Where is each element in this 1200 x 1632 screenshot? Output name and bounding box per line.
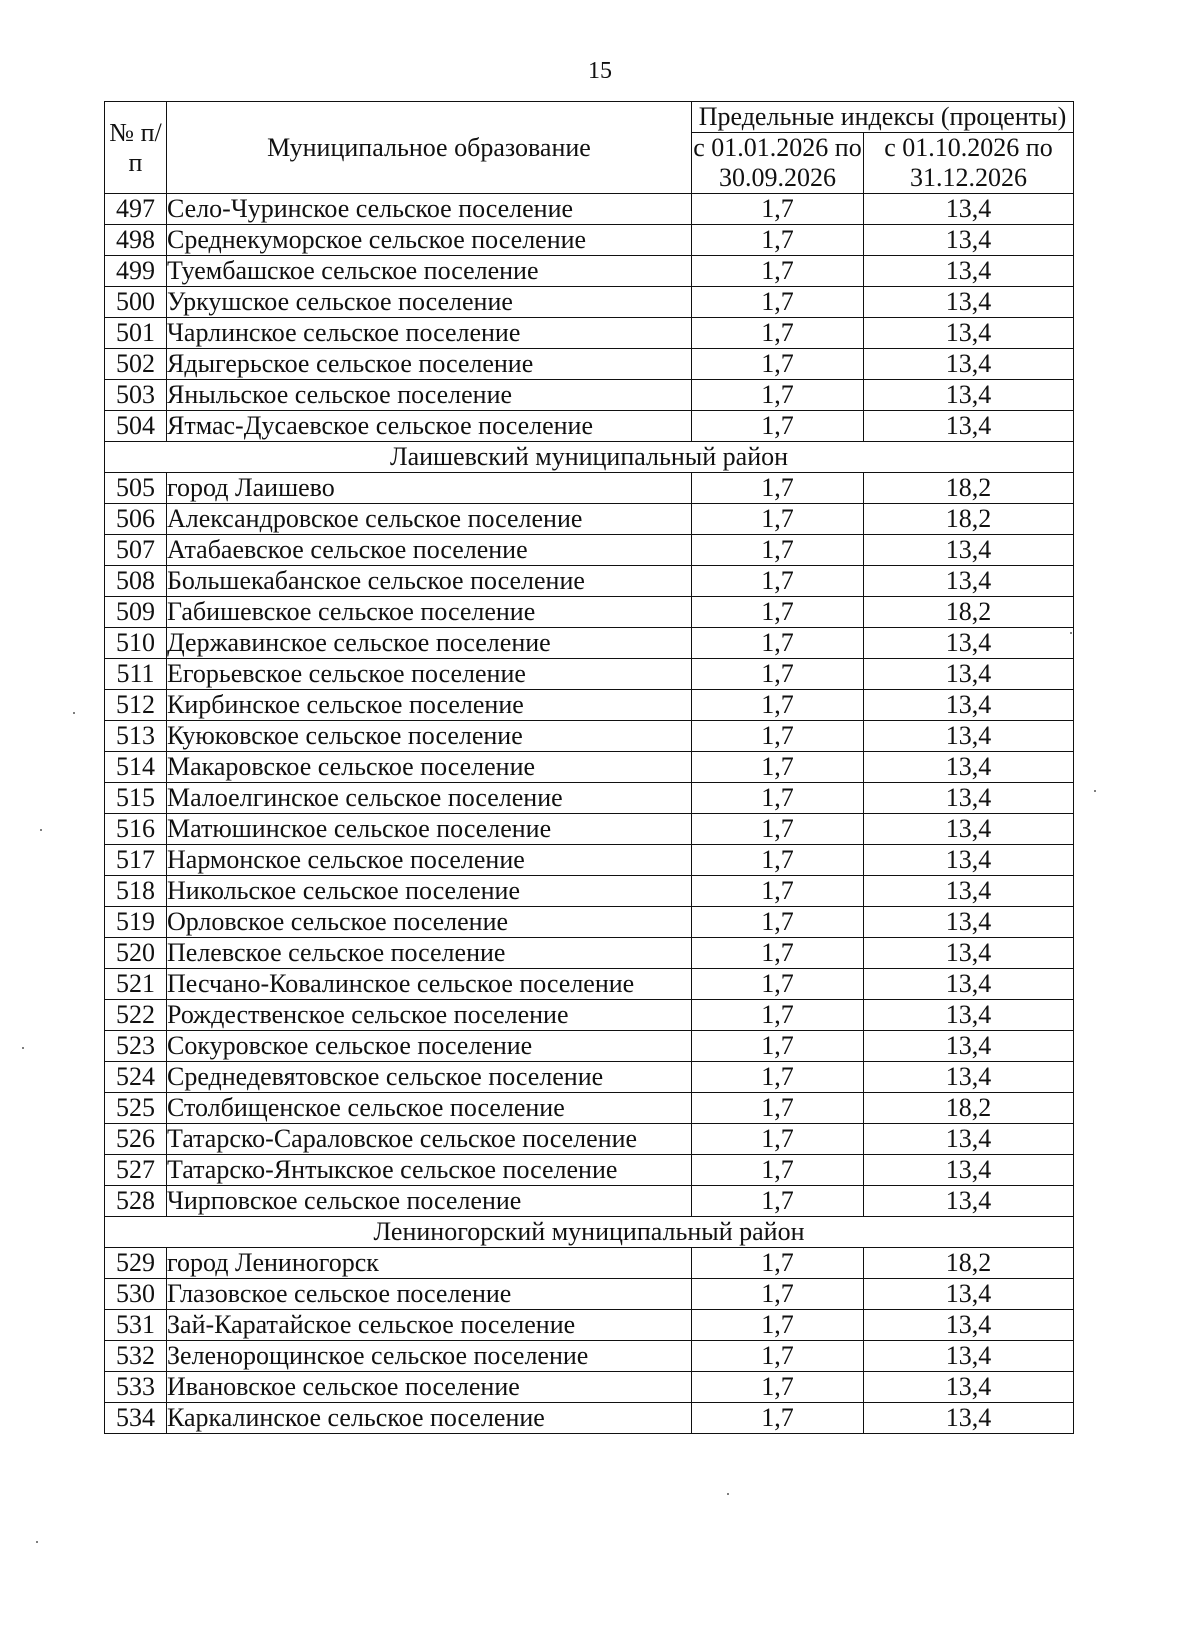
index-period-2: 18,2 xyxy=(864,504,1074,535)
municipality-name: Пелевское сельское поселение xyxy=(167,938,692,969)
table-row xyxy=(105,1031,1074,1062)
index-period-1: 1,7 xyxy=(692,1279,864,1310)
index-period-2: 18,2 xyxy=(864,1248,1074,1279)
index-period-1: 1,7 xyxy=(692,628,864,659)
municipality-name: Кирбинское сельское поселение xyxy=(167,690,692,721)
table-header xyxy=(105,102,1074,194)
index-period-1: 1,7 xyxy=(692,1372,864,1403)
index-period-1: 1,7 xyxy=(692,1155,864,1186)
table-row xyxy=(105,380,1074,411)
municipality-name: Атабаевское сельское поселение xyxy=(167,535,692,566)
municipality-name: Орловское сельское поселение xyxy=(167,907,692,938)
index-period-2: 13,4 xyxy=(864,783,1074,814)
index-period-1: 1,7 xyxy=(692,380,864,411)
indices-table xyxy=(104,101,1074,1434)
row-number: 498 xyxy=(105,225,167,256)
municipality-name: Среднедевятовское сельское поселение xyxy=(167,1062,692,1093)
index-period-1: 1,7 xyxy=(692,1031,864,1062)
row-number: 515 xyxy=(105,783,167,814)
municipality-name: Песчано-Ковалинское сельское поселение xyxy=(167,969,692,1000)
municipality-name: Глазовское сельское поселение xyxy=(167,1279,692,1310)
table-row xyxy=(105,1372,1074,1403)
index-period-2: 13,4 xyxy=(864,1403,1074,1434)
index-period-2: 13,4 xyxy=(864,1310,1074,1341)
index-period-2: 13,4 xyxy=(864,566,1074,597)
municipality-name: Каркалинское сельское поселение xyxy=(167,1403,692,1434)
municipality-name: Зай-Каратайское сельское поселение xyxy=(167,1310,692,1341)
scan-speck xyxy=(1094,790,1096,792)
municipality-name: Село-Чуринское сельское поселение xyxy=(167,194,692,225)
row-number: 497 xyxy=(105,194,167,225)
municipality-name: Столбищенское сельское поселение xyxy=(167,1093,692,1124)
scan-speck xyxy=(727,1493,729,1495)
index-period-1: 1,7 xyxy=(692,1186,864,1217)
row-number: 523 xyxy=(105,1031,167,1062)
row-number: 513 xyxy=(105,721,167,752)
row-number: 522 xyxy=(105,1000,167,1031)
table-row xyxy=(105,194,1074,225)
municipality-name: Ивановское сельское поселение xyxy=(167,1372,692,1403)
municipality-name: Ятмас-Дусаевское сельское поселение xyxy=(167,411,692,442)
table-row xyxy=(105,1000,1074,1031)
municipality-name: Татарско-Янтыкское сельское поселение xyxy=(167,1155,692,1186)
municipality-name: Куюковское сельское поселение xyxy=(167,721,692,752)
index-period-2: 18,2 xyxy=(864,473,1074,504)
index-period-2: 13,4 xyxy=(864,194,1074,225)
scan-speck xyxy=(40,829,42,831)
municipality-name: Сокуровское сельское поселение xyxy=(167,1031,692,1062)
table-row xyxy=(105,473,1074,504)
table-row xyxy=(105,287,1074,318)
row-number: 511 xyxy=(105,659,167,690)
table-row xyxy=(105,690,1074,721)
index-period-1: 1,7 xyxy=(692,287,864,318)
index-period-1: 1,7 xyxy=(692,876,864,907)
index-period-2: 13,4 xyxy=(864,1372,1074,1403)
column-header-limit-indices: Предельные индексы (проценты) xyxy=(692,102,1074,133)
municipality-name: Уркушское сельское поселение xyxy=(167,287,692,318)
index-period-1: 1,7 xyxy=(692,1403,864,1434)
row-number: 505 xyxy=(105,473,167,504)
district-heading: Лениногорский муниципальный район xyxy=(105,1217,1074,1248)
index-period-1: 1,7 xyxy=(692,845,864,876)
index-period-2: 13,4 xyxy=(864,535,1074,566)
index-period-1: 1,7 xyxy=(692,1062,864,1093)
scan-speck xyxy=(1070,632,1072,634)
district-heading: Лаишевский муниципальный район xyxy=(105,442,1074,473)
row-number: 506 xyxy=(105,504,167,535)
table-row xyxy=(105,628,1074,659)
row-number: 524 xyxy=(105,1062,167,1093)
index-period-1: 1,7 xyxy=(692,411,864,442)
column-header-period-1: с 01.01.2026 по 30.09.2026 xyxy=(693,133,862,192)
index-period-2: 13,4 xyxy=(864,876,1074,907)
row-number: 507 xyxy=(105,535,167,566)
row-number: 529 xyxy=(105,1248,167,1279)
index-period-2: 13,4 xyxy=(864,1124,1074,1155)
row-number: 502 xyxy=(105,349,167,380)
row-number: 532 xyxy=(105,1341,167,1372)
scan-speck xyxy=(36,1541,38,1543)
row-number: 503 xyxy=(105,380,167,411)
row-number: 525 xyxy=(105,1093,167,1124)
index-period-2: 13,4 xyxy=(864,380,1074,411)
index-period-2: 13,4 xyxy=(864,814,1074,845)
municipality-name: Яныльское сельское поселение xyxy=(167,380,692,411)
row-number: 516 xyxy=(105,814,167,845)
row-number: 510 xyxy=(105,628,167,659)
index-period-2: 13,4 xyxy=(864,318,1074,349)
row-number: 530 xyxy=(105,1279,167,1310)
index-period-1: 1,7 xyxy=(692,535,864,566)
table-body xyxy=(105,194,1074,1434)
district-row xyxy=(105,442,1074,473)
table-row xyxy=(105,1403,1074,1434)
municipality-name: Нармонское сельское поселение xyxy=(167,845,692,876)
index-period-2: 13,4 xyxy=(864,1341,1074,1372)
table-row xyxy=(105,566,1074,597)
index-period-1: 1,7 xyxy=(692,783,864,814)
table-row xyxy=(105,1186,1074,1217)
index-period-2: 13,4 xyxy=(864,907,1074,938)
row-number: 531 xyxy=(105,1310,167,1341)
table-row xyxy=(105,1341,1074,1372)
table-row xyxy=(105,938,1074,969)
index-period-1: 1,7 xyxy=(692,1000,864,1031)
column-header-number: № п/п xyxy=(105,102,167,194)
municipality-name: город Лаишево xyxy=(167,473,692,504)
row-number: 504 xyxy=(105,411,167,442)
municipality-name: Среднекуморское сельское поселение xyxy=(167,225,692,256)
municipality-name: Чарлинское сельское поселение xyxy=(167,318,692,349)
index-period-1: 1,7 xyxy=(692,659,864,690)
index-period-2: 13,4 xyxy=(864,225,1074,256)
index-period-1: 1,7 xyxy=(692,194,864,225)
municipality-name: Малоелгинское сельское поселение xyxy=(167,783,692,814)
row-number: 527 xyxy=(105,1155,167,1186)
index-period-1: 1,7 xyxy=(692,225,864,256)
index-period-1: 1,7 xyxy=(692,1124,864,1155)
row-number: 508 xyxy=(105,566,167,597)
index-period-2: 18,2 xyxy=(864,1093,1074,1124)
index-period-1: 1,7 xyxy=(692,938,864,969)
table-row xyxy=(105,411,1074,442)
index-period-2: 13,4 xyxy=(864,659,1074,690)
table-row xyxy=(105,1155,1074,1186)
table-row xyxy=(105,1062,1074,1093)
municipality-name: Егорьевское сельское поселение xyxy=(167,659,692,690)
municipality-name: Державинское сельское поселение xyxy=(167,628,692,659)
table-row xyxy=(105,659,1074,690)
index-period-2: 13,4 xyxy=(864,628,1074,659)
table-row xyxy=(105,876,1074,907)
index-period-1: 1,7 xyxy=(692,907,864,938)
index-period-2: 18,2 xyxy=(864,597,1074,628)
table-row xyxy=(105,752,1074,783)
index-period-1: 1,7 xyxy=(692,1310,864,1341)
index-period-1: 1,7 xyxy=(692,690,864,721)
municipality-name: Габишевское сельское поселение xyxy=(167,597,692,628)
municipality-name: Ядыгерьское сельское поселение xyxy=(167,349,692,380)
row-number: 534 xyxy=(105,1403,167,1434)
table-row xyxy=(105,1310,1074,1341)
index-period-1: 1,7 xyxy=(692,318,864,349)
column-header-municipality: Муниципальное образование xyxy=(167,102,692,194)
index-period-2: 13,4 xyxy=(864,690,1074,721)
index-period-1: 1,7 xyxy=(692,349,864,380)
row-number: 512 xyxy=(105,690,167,721)
index-period-1: 1,7 xyxy=(692,473,864,504)
index-period-2: 13,4 xyxy=(864,1186,1074,1217)
index-period-2: 13,4 xyxy=(864,845,1074,876)
table-row xyxy=(105,721,1074,752)
index-period-1: 1,7 xyxy=(692,1248,864,1279)
table-row xyxy=(105,225,1074,256)
index-period-1: 1,7 xyxy=(692,1341,864,1372)
municipality-name: Александровское сельское поселение xyxy=(167,504,692,535)
row-number: 520 xyxy=(105,938,167,969)
table-row xyxy=(105,969,1074,1000)
row-number: 528 xyxy=(105,1186,167,1217)
district-row xyxy=(105,1217,1074,1248)
row-number: 499 xyxy=(105,256,167,287)
scan-speck xyxy=(22,1047,24,1049)
table-row xyxy=(105,349,1074,380)
index-period-1: 1,7 xyxy=(692,1093,864,1124)
table-row xyxy=(105,814,1074,845)
row-number: 517 xyxy=(105,845,167,876)
row-number: 514 xyxy=(105,752,167,783)
row-number: 519 xyxy=(105,907,167,938)
index-period-2: 13,4 xyxy=(864,1279,1074,1310)
page-number: 15 xyxy=(588,58,612,84)
municipality-name: Рождественское сельское поселение xyxy=(167,1000,692,1031)
table-row xyxy=(105,318,1074,349)
index-period-2: 13,4 xyxy=(864,1155,1074,1186)
row-number: 526 xyxy=(105,1124,167,1155)
column-header-period-2: с 01.10.2026 по 31.12.2026 xyxy=(864,133,1074,194)
table-row xyxy=(105,1248,1074,1279)
row-number: 533 xyxy=(105,1372,167,1403)
table-row xyxy=(105,845,1074,876)
table-row xyxy=(105,1093,1074,1124)
table-row xyxy=(105,1279,1074,1310)
row-number: 501 xyxy=(105,318,167,349)
index-period-2: 13,4 xyxy=(864,1031,1074,1062)
table-row xyxy=(105,535,1074,566)
table-row xyxy=(105,256,1074,287)
municipality-name: Зеленорощинское сельское поселение xyxy=(167,1341,692,1372)
municipality-name: город Лениногорск xyxy=(167,1248,692,1279)
index-period-2: 13,4 xyxy=(864,969,1074,1000)
index-period-2: 13,4 xyxy=(864,938,1074,969)
row-number: 521 xyxy=(105,969,167,1000)
index-period-2: 13,4 xyxy=(864,752,1074,783)
index-period-2: 13,4 xyxy=(864,256,1074,287)
index-period-2: 13,4 xyxy=(864,721,1074,752)
row-number: 500 xyxy=(105,287,167,318)
index-period-2: 13,4 xyxy=(864,1062,1074,1093)
municipality-name: Матюшинское сельское поселение xyxy=(167,814,692,845)
index-period-2: 13,4 xyxy=(864,411,1074,442)
index-period-2: 13,4 xyxy=(864,287,1074,318)
municipality-name: Татарско-Сараловское сельское поселение xyxy=(167,1124,692,1155)
municipality-name: Макаровское сельское поселение xyxy=(167,752,692,783)
index-period-1: 1,7 xyxy=(692,256,864,287)
index-period-1: 1,7 xyxy=(692,721,864,752)
index-period-2: 13,4 xyxy=(864,1000,1074,1031)
table-row xyxy=(105,504,1074,535)
index-period-1: 1,7 xyxy=(692,597,864,628)
table-row xyxy=(105,907,1074,938)
row-number: 518 xyxy=(105,876,167,907)
table-row xyxy=(105,1124,1074,1155)
municipality-name: Чирповское сельское поселение xyxy=(167,1186,692,1217)
scan-speck xyxy=(73,712,75,714)
index-period-1: 1,7 xyxy=(692,752,864,783)
index-period-1: 1,7 xyxy=(692,969,864,1000)
index-period-1: 1,7 xyxy=(692,814,864,845)
municipality-name: Большекабанское сельское поселение xyxy=(167,566,692,597)
row-number: 509 xyxy=(105,597,167,628)
table-row xyxy=(105,783,1074,814)
table-row xyxy=(105,597,1074,628)
municipality-name: Туембашское сельское поселение xyxy=(167,256,692,287)
municipality-name: Никольское сельское поселение xyxy=(167,876,692,907)
index-period-2: 13,4 xyxy=(864,349,1074,380)
index-period-1: 1,7 xyxy=(692,504,864,535)
index-period-1: 1,7 xyxy=(692,566,864,597)
